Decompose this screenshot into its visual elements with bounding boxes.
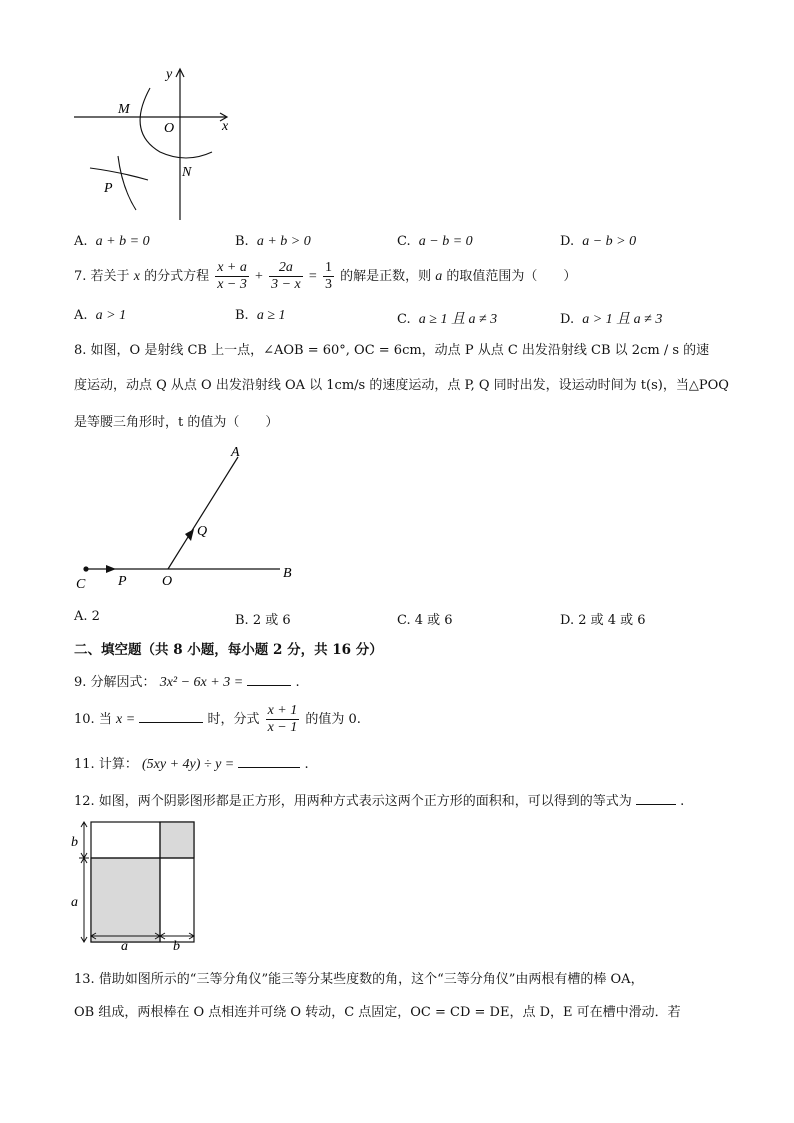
q10: 10. 当 x = 时，分式 $\frac{x + 1}{x - 1}$ 的值为 0. xyxy=(74,703,361,735)
label-q: Q xyxy=(197,524,208,539)
ray-oa xyxy=(168,457,238,569)
q6-option-a[interactable]: A. a + b = 0 xyxy=(74,234,150,249)
q8-line-1: 8. 如图，O 是射线 CB 上一点，∠AOB = 60°, OC = 6cm，动点 P 从点 C 出发沿射线 CB 以 2cm / s 的速 xyxy=(74,343,710,358)
label-o: O xyxy=(164,121,175,136)
q7-fraction-2: $\frac{2a}{3 - x}$ xyxy=(271,260,301,292)
shaded-square-b xyxy=(160,822,194,858)
arc-mn xyxy=(140,88,212,158)
q7-stem: 7. 若关于 x 的分式方程 $\frac{x + a}{x - 3}$ + $\frac{2a}{3 - x}$ = $\frac{1}{3}$ 的解是正数，则 a 的取值范围为（ ） xyxy=(74,260,577,292)
label-b-left: b xyxy=(71,835,78,850)
label-p: P xyxy=(118,574,127,589)
q9: 9. 分解因式： 3x² − 6x + 3 = . xyxy=(74,675,300,690)
q12-answer-blank[interactable] xyxy=(636,804,676,805)
shaded-square-a xyxy=(91,858,160,942)
q11: 11. 计算： (5xy + 4y) ÷ y = . xyxy=(74,757,309,772)
q6-figure xyxy=(60,60,260,225)
label-o: O xyxy=(162,574,173,589)
q6-option-d[interactable]: D. a − b > 0 xyxy=(560,234,637,249)
q12-stem: 12. 如图，两个阴影图形都是正方形，用两种方式表示这两个正方形的面积和，可以得到的等式为 . xyxy=(74,794,685,809)
q10-answer-blank[interactable] xyxy=(139,722,203,723)
label-p: P xyxy=(104,181,113,196)
q13-line-1: 13. 借助如图所示的“三等分角仪”能三等分某些度数的角，这个“三等分角仪”由两根有槽的棒 OA， xyxy=(74,972,644,987)
label-a-bottom: a xyxy=(121,939,128,954)
q6-option-c[interactable]: C. a − b = 0 xyxy=(397,234,473,249)
arrow-p xyxy=(106,565,116,573)
label-a-left: a xyxy=(71,895,78,910)
label-y: y xyxy=(166,67,173,82)
q8-line-2: 度运动，动点 Q 从点 O 出发沿射线 OA 以 1cm/s 的速度运动，点 P, Q 同时出发，设运动时间为 t(s)，当△POQ xyxy=(74,378,729,393)
q10-fraction: $\frac{x + 1}{x - 1}$ xyxy=(267,703,298,735)
q9-answer-blank[interactable] xyxy=(247,685,291,686)
q8-option-a[interactable]: A. 2 xyxy=(74,609,100,624)
q7-option-c[interactable]: C. a ≥ 1 且 a ≠ 3 xyxy=(397,312,498,327)
q11-answer-blank[interactable] xyxy=(238,767,300,768)
q7-option-a[interactable]: A. a > 1 xyxy=(74,308,127,323)
q8-option-c[interactable]: C. 4 或 6 xyxy=(397,613,453,628)
q7-fraction-3: $\frac{1}{3}$ xyxy=(324,260,332,292)
point-c xyxy=(83,566,88,571)
arc-p-1 xyxy=(90,168,148,180)
q12-figure xyxy=(66,816,202,954)
q13-line-2: OB 组成，两根棒在 O 点相连并可绕 O 转动，C 点固定，OC = CD = DE，点 D，E 可在槽中滑动．若 xyxy=(74,1005,681,1020)
label-b: B xyxy=(283,566,292,581)
q8-option-b[interactable]: B. 2 或 6 xyxy=(235,613,291,628)
q8-line-3: 是等腰三角形时，t 的值为（ ） xyxy=(74,415,279,430)
label-b-bottom: b xyxy=(173,939,180,954)
q6-option-b[interactable]: B. a + b > 0 xyxy=(235,234,311,249)
section-heading: 二、填空题（共 8 小题，每小题 2 分，共 16 分） xyxy=(74,642,383,658)
label-c: C xyxy=(76,577,86,590)
q7-option-d[interactable]: D. a > 1 且 a ≠ 3 xyxy=(560,312,663,327)
label-m: M xyxy=(118,102,130,117)
q7-fraction-1: $\frac{x + a}{x - 3}$ xyxy=(217,260,247,292)
q7-option-b[interactable]: B. a ≥ 1 xyxy=(235,308,286,323)
arc-p-2 xyxy=(118,156,136,210)
label-a: A xyxy=(231,445,240,460)
q8-option-d[interactable]: D. 2 或 4 或 6 xyxy=(560,613,646,628)
q8-figure xyxy=(70,440,310,590)
label-x: x xyxy=(222,119,229,134)
label-n: N xyxy=(182,165,192,180)
